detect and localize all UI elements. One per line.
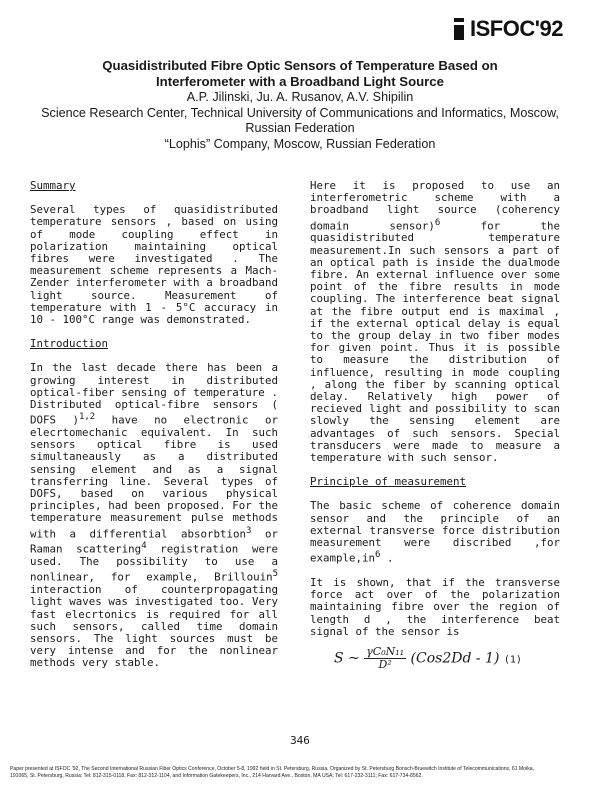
formula-denominator: D² [378, 658, 392, 672]
reference-marker: 3 [246, 525, 252, 536]
paper-title-line1: Quasidistributed Fibre Optic Sensors of Temperature Based on [102, 58, 498, 73]
equation-label: (1) [503, 654, 522, 666]
summary-text: Several types of quasidistributed temperature sensors , based on using of mode coupling effect in polarization maintaining optical fibres were investigated . The measurement scheme represents a Mach-Zender interferometer with a broadband light source. Measurement of temperature with 1 - 5°C accuracy in 10 - 100°C range was demonstrated. [30, 203, 278, 327]
affiliation-line1: Science Research Center, Technical University of Communications and Informatics, Moscow, [41, 105, 559, 120]
logo-text: ISFOC'92 [470, 16, 563, 41]
formula-rhs: (Cos2Dd - 1) [410, 650, 500, 667]
reference-marker: 5 [272, 569, 278, 580]
paper-header [20, 58, 580, 152]
reference-marker: 1,2 [78, 412, 96, 423]
proposal-text-b: for the quasidistributed temperature measurement.In such sensors a part of an optical path is inside the dualmode fibre. An external influence over some point of the fibre results in mode coupling. The interference beat signal at the fibre output end is maximal , if the external optical delay is equal to the group delay in two fiber modes for given point. Thus it is possible to measure the distribution of influence, resulting in mode coupling , along the fiber by scanning optical delay. Relatively high power of recieved light and possibility to scan slowly the sensing element are advantages of such sensors. Special transducers were made to measure a temperature with such sensor. [310, 219, 560, 465]
paper-authors: A.P. Jilinski, Ju. A. Rusanov, A.V. Shipilin [186, 90, 414, 104]
formula-numerator: γC₀N₁₁ [366, 645, 405, 659]
proposal-paragraph [310, 180, 560, 464]
footnote [10, 766, 590, 780]
principle-heading: Principle of measurement [310, 475, 467, 489]
intro-text-b: have no electronic or elecrtomechanic equivalent. In such sensors optical fibre is used simultaneausly as a distributed sensing element and as a signal transferring line. Several types of DOFS, based on various physical principles, had been proposed. For the temperature measurement pulse methods with a differential absorbtion [30, 413, 278, 541]
formula-fraction [364, 646, 406, 671]
reference-marker: 6 [375, 550, 381, 561]
intro-text-d: registration were used. The possibility to use a nonlinear, for example, Brillouin [30, 543, 278, 585]
intro-text-c: or Raman scattering [30, 527, 278, 557]
equation-1 [310, 646, 560, 671]
right-column [310, 180, 560, 672]
affiliation-line2: Russian Federation [245, 121, 355, 135]
footnote-line2: 191065, St. Petersburg, Russia; Tel: 812-315-0118, Fax: 812-312-1104, and Information Gatekeepers, Inc., 214 Harvard Ave., Boston, MA USA; Tel: 617-232-3111; Fax: 617-734-8562. [10, 773, 423, 779]
logo-mark-notch [452, 22, 468, 25]
principle-text-a: The basic scheme of coherence domain sensor and the principle of an external transverse force distribution measurement were discribed ,for example,in [310, 499, 560, 565]
reference-marker: 6 [434, 217, 441, 228]
footnote-line1: Paper presented at ISFOC '92, The Second International Russian Fiber Optics Conference, October 5-8, 1992 held in St. Petersburg, Russia. Organized by St. Petersburg Bonsch-Bruewitch Institute of Telecommunications, 61 Moika, [10, 766, 535, 772]
introduction-text [30, 362, 278, 669]
summary-heading: Summary [30, 179, 76, 192]
affiliation-company: “Lophis” Company, Moscow, Russian Federation [164, 136, 436, 151]
introduction-heading: Introduction [30, 337, 109, 351]
proposal-text-a: Here it is proposed to use an interferometric scheme with a broadband light source (coherency domain sensor) [310, 179, 560, 233]
principle-text-b: . [380, 551, 394, 565]
conference-logo [452, 14, 592, 44]
left-column [30, 180, 278, 670]
paper-title-line2: Interferometer with a Broadband Light Source [156, 74, 444, 89]
signal-paragraph: It is shown, that if the transverse force act over of the polarization maintaining fibre over the region of length d , the interference beat signal of the sensor is [310, 576, 560, 638]
page-number: 346 [290, 734, 310, 747]
principle-paragraph [310, 500, 560, 565]
intro-text-e: interaction of counterpropagating light waves was investigated too. Very fast elecrtonics is required for all such sensors, called time domain sensors. The light sources must be very intense and for the nonlinear methods very stable. [30, 583, 278, 670]
intro-text-a: In the last decade there has been a growing interest in distributed optical-fiber sensing of temperature . Distributed optical-fibre sensors ( DOFS ) [30, 361, 278, 427]
reference-marker: 4 [141, 541, 147, 552]
formula-lhs: S ~ [334, 650, 360, 667]
